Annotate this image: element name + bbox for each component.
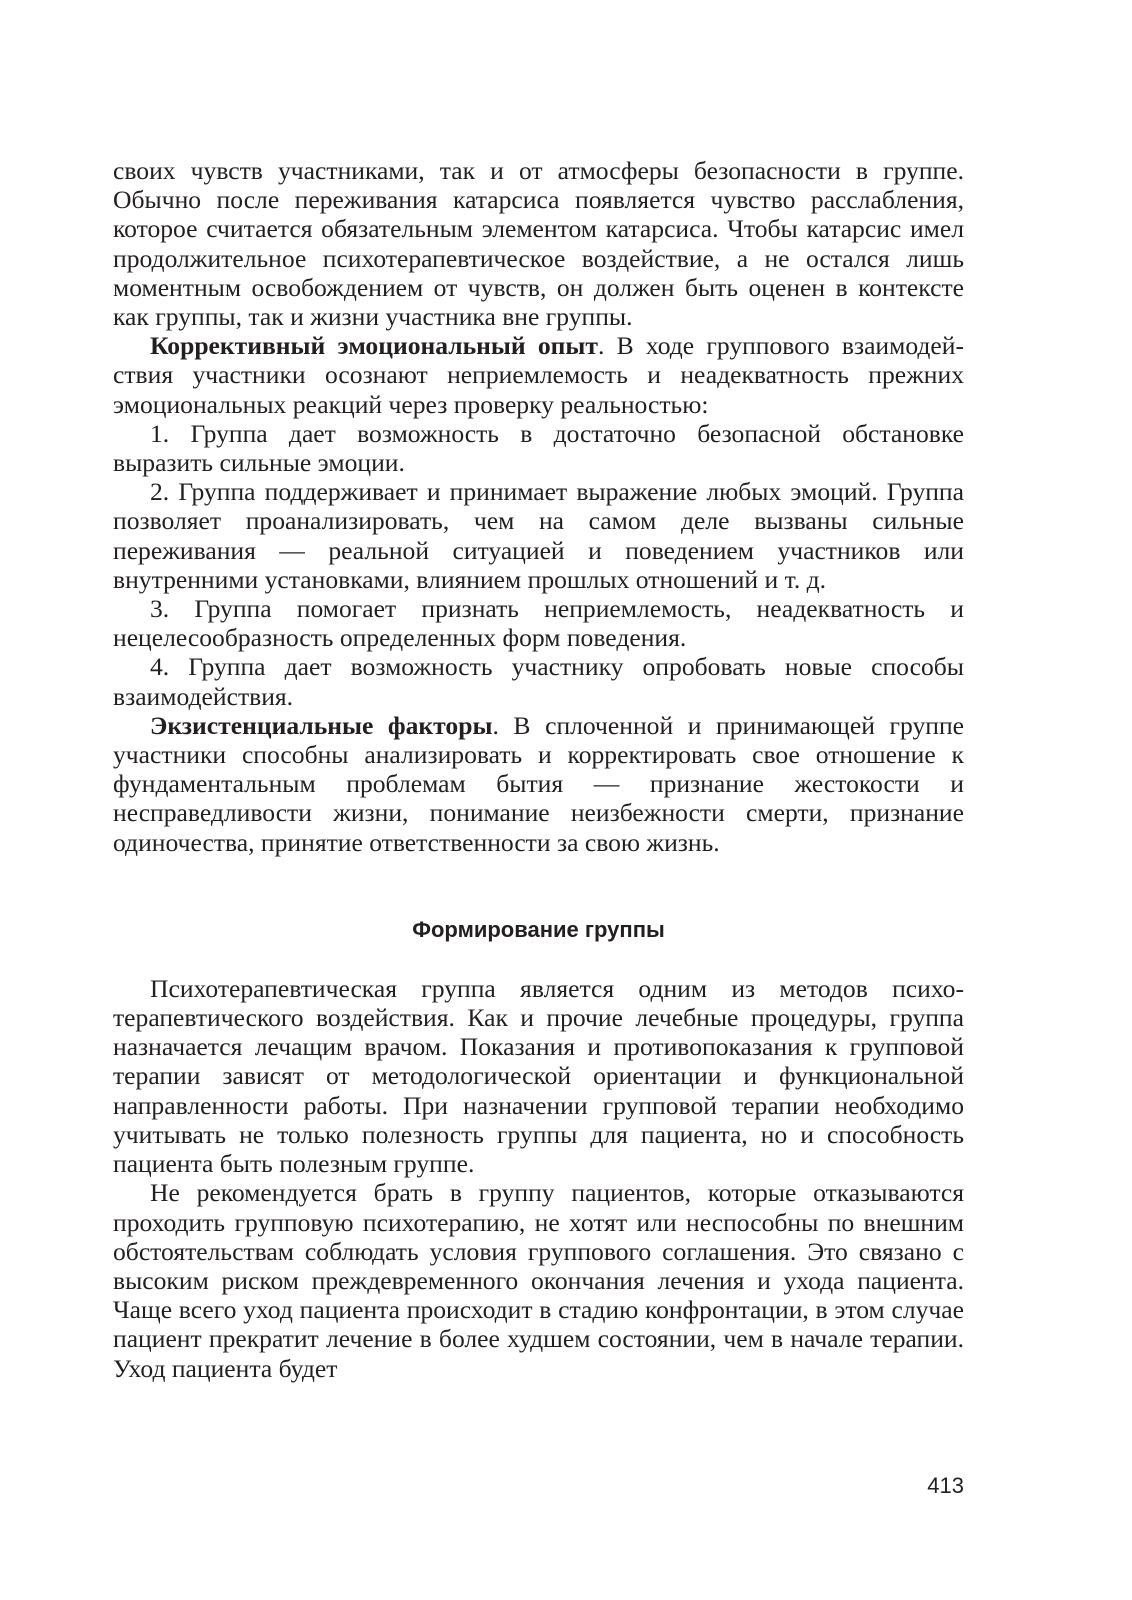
paragraph-group-formation xyxy=(113,974,964,1178)
paragraph-catharsis-end xyxy=(113,156,964,331)
paragraph-text: 3. Группа помогает признать неприемлемость, неадекватность и нецелесообразность определенных форм поведения. xyxy=(113,594,964,653)
list-item-1 xyxy=(113,419,964,477)
term-existential-factors: Экзистенциальные факторы xyxy=(150,710,493,740)
list-item-3 xyxy=(113,594,964,652)
paragraph-text: . В сплоченной и принимающей группе участники способны анализировать и корректировать свое отношение к фундаментальным проблемам бытия — признание жестокости и несправедливости жизни, понимание неизбежности смерти, признание одиночества, принятие ответственности за свою жизнь. xyxy=(113,710,964,857)
section-heading: Формирование группы xyxy=(412,916,665,942)
paragraph-existential-factors xyxy=(113,711,964,857)
paragraph-patient-selection xyxy=(113,1178,964,1382)
paragraph-text: . В ходе группового взаимодействия участники осознают неприемлемость и неадекватность прежних эмоциональных реакций через проверку реальностью: xyxy=(113,331,964,419)
page-number: 413 xyxy=(927,1473,964,1498)
paragraph-text: своих чувств участниками, так и от атмосферы безопасности в группе. Обычно после переживания катарсиса появляется чувство расслабления, которое считается обязательным элементом катарсиса. Чтобы катарсис имел продолжительное психотерапевтическое воздействие, а не остался лишь моментным освобождением от чувств, он должен быть оценен в контексте как группы, так и жизни участника вне группы. xyxy=(113,156,964,332)
term-corrective-emotional-experience: Коррективный эмоциональный опыт xyxy=(150,331,598,361)
page-body xyxy=(113,156,964,1383)
paragraph-text: Психотерапевтическая группа является одним из методов психотерапевтического воздействия. Как и прочие лечебные процедуры, группа назначается лечащим врачом. Показания и противопоказания к групповой терапии зависят от методологической ориентации и функциональной направленности работы. При назначении групповой терапии необходимо учитывать не только полезность группы для пациента, но и способность пациента быть полезным группе. xyxy=(113,973,964,1179)
paragraph-text: Не рекомендуется брать в группу пациентов, которые отказываются проходить групповую психотерапию, не хотят или неспособны по внешним обстоятельствам соблюдать условия группового соглашения. Это связано с высоким риском преждевременного окончания лечения и ухода пациента. Чаще всего уход пациента происходит в стадию конфронтации, в этом случае пациент прекратит лечение в более худшем состоянии, чем в начале терапии. Уход пациента будет xyxy=(113,1178,964,1383)
paragraph-text: 1. Группа дает возможность в достаточно безопасной обстановке выразить сильные эмоции. xyxy=(113,418,964,478)
paragraph-text: 4. Группа дает возможность участнику опробовать новые способы взаимодействия. xyxy=(113,652,964,711)
list-item-4 xyxy=(113,652,964,710)
list-item-2 xyxy=(113,477,964,594)
paragraph-text: 2. Группа поддерживает и принимает выражение любых эмоций. Группа позволяет проанализировать, чем на самом деле вызваны сильные переживания — реальной ситуацией и поведением участников или внутренними установками, влиянием прошлых отношений и т. д. xyxy=(113,477,964,594)
paragraph-corrective-experience xyxy=(113,331,964,419)
